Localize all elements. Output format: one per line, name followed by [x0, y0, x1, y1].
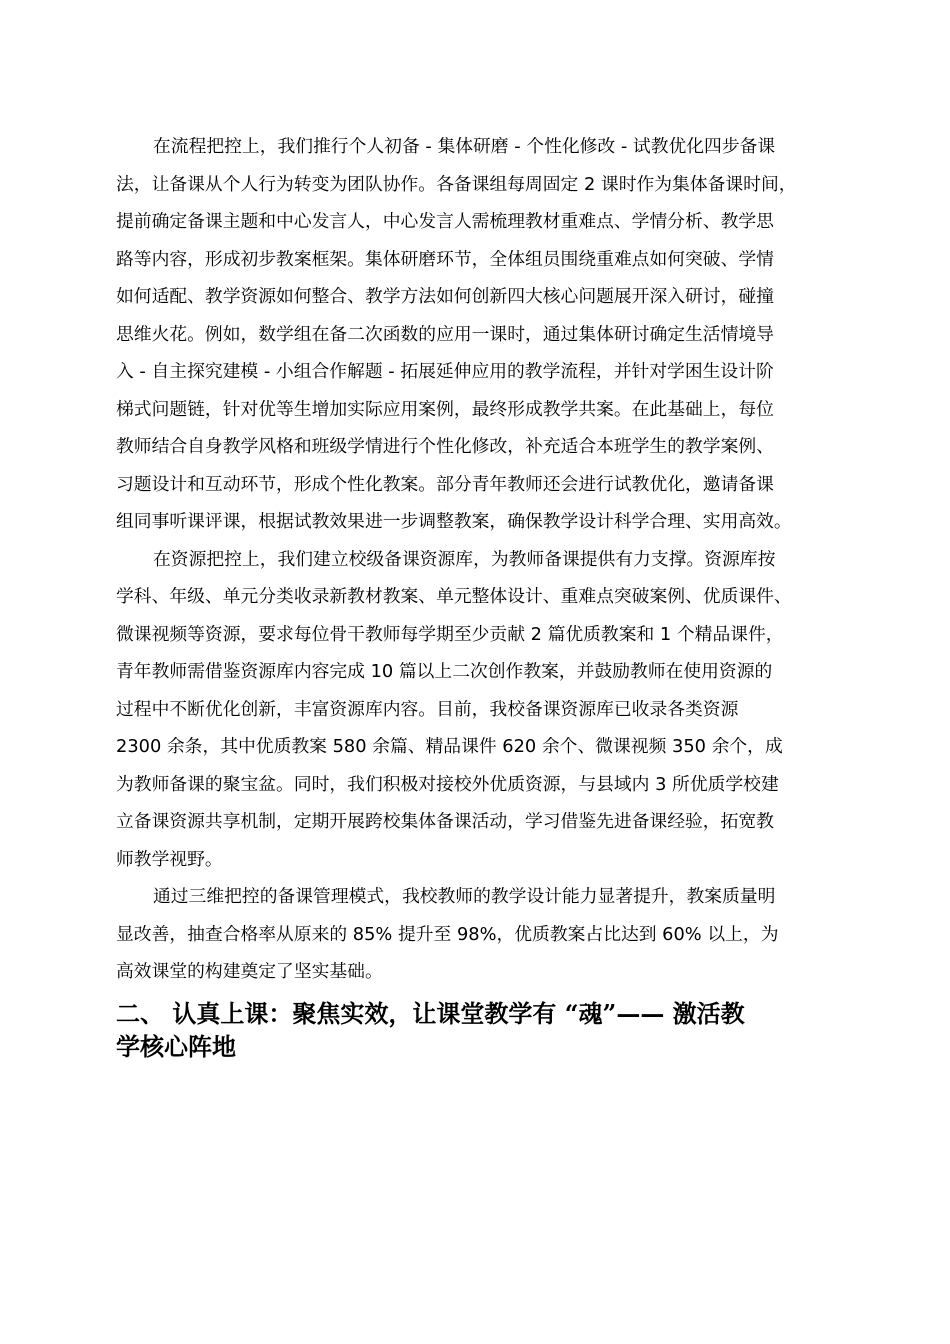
- text-line: 2300 余条，其中优质教案 580 余篇、精品课件 620 余个、微课视频 350 余个，成: [116, 736, 783, 757]
- text-line: 如何适配、教学资源如何整合、教学方法如何创新四大核心问题展开深入研讨，碰撞: [116, 286, 774, 307]
- text-line: 思维火花。例如，数学组在备二次函数的应用一课时，通过集体研讨确定生活情境导: [116, 323, 774, 345]
- text-line: 入 - 自主探究建模 - 小组合作解题 - 拓展延伸应用的教学流程，并针对学困生设计阶: [116, 361, 774, 382]
- text-line: 通过三维把控的备课管理模式，我校教师的教学设计能力显著提升，教案质量明: [153, 886, 776, 907]
- text-line: 学科、年级、单元分类收录新教材教案、单元整体设计、重难点突破案例、优质课件、: [116, 586, 792, 607]
- text-line: 路等内容，形成初步教案框架。集体研磨环节，全体组员围绕重难点如何突破、学情: [116, 248, 774, 270]
- text-line: 过程中不断优化创新，丰富资源库内容。目前，我校备课资源库已收录各类资源: [116, 698, 739, 720]
- text-line: 立备课资源共享机制，定期开展跨校集体备课活动，学习借鉴先进备课经验，拓宽教: [116, 811, 774, 832]
- paragraph-resource-control: [116, 541, 836, 879]
- text-line: 教师结合自身教学风格和班级学情进行个性化修改，补充适合本班学生的教学案例、: [116, 436, 774, 457]
- text-line: 显改善，抽查合格率从原来的 85% 提升至 98%，优质教案占比达到 60% 以上，为: [116, 923, 779, 945]
- text-line: 习题设计和互动环节，形成个性化教案。部分青年教师还会进行试教优化，邀请备课: [116, 473, 774, 495]
- text-line: 高效课堂的构建奠定了坚实基础。: [116, 961, 383, 982]
- heading-line: 学核心阵地: [116, 1031, 236, 1061]
- text-line: 师教学视野。: [116, 848, 223, 870]
- text-line: 法，让备课从个人行为转变为团队协作。各备课组每周固定 2 课时作为集体备课时间，: [116, 173, 797, 195]
- text-line: 组同事听课评课，根据试教效果进一步调整教案，确保教学设计科学合理、实用高效。: [116, 511, 792, 532]
- text-line: 在流程把控上，我们推行个人初备 - 集体研磨 - 个性化修改 - 试教优化四步备课: [153, 136, 776, 157]
- paragraph-process-control: [116, 128, 836, 541]
- text-line: 微课视频等资源，要求每位骨干教师每学期至少贡献 2 篇优质教案和 1 个精品课件，: [116, 623, 784, 645]
- document-page: [116, 128, 836, 1063]
- text-line: 梯式问题链，针对优等生增加实际应用案例，最终形成教学共案。在此基础上，每位: [116, 398, 774, 420]
- paragraph-summary: [116, 878, 836, 991]
- text-line: 青年教师需借鉴资源库内容完成 10 篇以上二次创作教案，并鼓励教师在使用资源的: [116, 661, 773, 682]
- text-line: 为教师备课的聚宝盆。同时，我们积极对接校外优质资源，与县域内 3 所优质学校建: [116, 773, 779, 795]
- text-line: 提前确定备课主题和中心发言人，中心发言人需梳理教材重难点、学情分析、教学思: [116, 211, 774, 232]
- heading-line: 二、 认真上课：聚焦实效，让课堂教学有 “魂”—— 激活教: [116, 998, 745, 1028]
- text-line: 在资源把控上，我们建立校级备课资源库，为教师备课提供有力支撑。资源库按: [153, 548, 776, 570]
- section-heading: [116, 997, 836, 1063]
